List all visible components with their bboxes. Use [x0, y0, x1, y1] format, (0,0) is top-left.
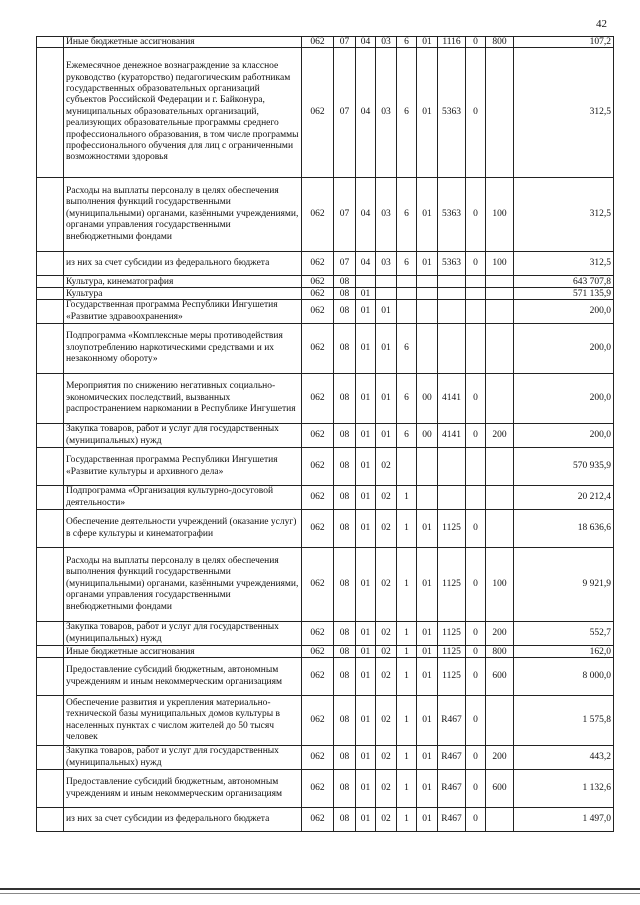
code-cell: 08 — [334, 746, 356, 770]
description-cell: из них за счет субсидии из федерального бюджета — [64, 252, 302, 276]
description-cell: Предоставление субсидий бюджетным, автономным учреждениям и иным некоммерческим организациям — [64, 658, 302, 696]
description-cell: Подпрограмма «Комплексные меры противодействия злоупотреблению наркотическими средствами и их незаконному обороту» — [64, 324, 302, 374]
scan-edge-line — [0, 888, 640, 890]
row-index-cell — [37, 252, 64, 276]
code-cell: 062 — [302, 658, 334, 696]
code-cell: 062 — [302, 178, 334, 252]
table-row — [37, 37, 614, 48]
code-cell: 5363 — [438, 178, 466, 252]
code-cell: 02 — [376, 808, 397, 832]
row-index-cell — [37, 288, 64, 300]
code-cell: 03 — [376, 48, 397, 178]
code-cell: 6 — [397, 48, 417, 178]
amount-cell: 200,0 — [514, 324, 614, 374]
table-row — [37, 252, 614, 276]
description-cell: Культура, кинематография — [64, 276, 302, 288]
amount-cell: 312,5 — [514, 252, 614, 276]
code-cell — [486, 288, 514, 300]
code-cell: 600 — [486, 658, 514, 696]
code-cell — [466, 324, 486, 374]
row-index-cell — [37, 48, 64, 178]
code-cell — [417, 486, 438, 510]
code-cell: 100 — [486, 178, 514, 252]
description-cell: Подпрограмма «Организация культурно-досуговой деятельности» — [64, 486, 302, 510]
code-cell: 01 — [356, 448, 376, 486]
code-cell: 4141 — [438, 374, 466, 424]
code-cell: 0 — [466, 178, 486, 252]
code-cell: 0 — [466, 622, 486, 646]
code-cell — [438, 288, 466, 300]
code-cell: 4141 — [438, 424, 466, 448]
code-cell — [376, 276, 397, 288]
code-cell: 08 — [334, 486, 356, 510]
row-index-cell — [37, 510, 64, 548]
code-cell: 01 — [417, 696, 438, 746]
code-cell: 01 — [356, 622, 376, 646]
code-cell: 0 — [466, 37, 486, 48]
description-cell: Государственная программа Республики Ингушетия «Развитие культуры и архивного дела» — [64, 448, 302, 486]
code-cell: 5363 — [438, 252, 466, 276]
row-index-cell — [37, 646, 64, 658]
code-cell: 08 — [334, 424, 356, 448]
amount-cell: 162,0 — [514, 646, 614, 658]
row-index-cell — [37, 486, 64, 510]
code-cell — [376, 288, 397, 300]
description-cell: Мероприятия по снижению негативных социально-экономических последствий, вызванных распространением наркомании в Республике Ингушетия — [64, 374, 302, 424]
amount-cell: 443,2 — [514, 746, 614, 770]
code-cell — [466, 276, 486, 288]
table-row — [37, 300, 614, 324]
code-cell: 01 — [417, 622, 438, 646]
row-index-cell — [37, 324, 64, 374]
code-cell — [438, 486, 466, 510]
code-cell: R467 — [438, 746, 466, 770]
code-cell: 04 — [356, 252, 376, 276]
code-cell: 02 — [376, 622, 397, 646]
code-cell: 01 — [356, 646, 376, 658]
code-cell: 1125 — [438, 548, 466, 622]
code-cell: 062 — [302, 300, 334, 324]
code-cell — [417, 288, 438, 300]
code-cell: 062 — [302, 37, 334, 48]
amount-cell: 200,0 — [514, 374, 614, 424]
amount-cell: 570 935,9 — [514, 448, 614, 486]
table-row — [37, 510, 614, 548]
code-cell: 01 — [376, 324, 397, 374]
code-cell: 1125 — [438, 658, 466, 696]
code-cell — [417, 300, 438, 324]
code-cell — [466, 486, 486, 510]
description-cell: Обеспечение деятельности учреждений (оказание услуг) в сфере культуры и кинематографии — [64, 510, 302, 548]
code-cell — [486, 486, 514, 510]
code-cell: 02 — [376, 646, 397, 658]
code-cell: 01 — [417, 808, 438, 832]
code-cell: 1 — [397, 622, 417, 646]
code-cell: 02 — [376, 510, 397, 548]
code-cell: 08 — [334, 448, 356, 486]
code-cell: 200 — [486, 424, 514, 448]
code-cell — [486, 374, 514, 424]
row-index-cell — [37, 448, 64, 486]
code-cell: 200 — [486, 622, 514, 646]
amount-cell: 18 636,6 — [514, 510, 614, 548]
code-cell: 6 — [397, 324, 417, 374]
code-cell: 01 — [356, 808, 376, 832]
code-cell: 062 — [302, 746, 334, 770]
code-cell — [438, 276, 466, 288]
code-cell: 02 — [376, 658, 397, 696]
code-cell: 062 — [302, 548, 334, 622]
table-row — [37, 622, 614, 646]
description-cell: из них за счет субсидии из федерального бюджета — [64, 808, 302, 832]
code-cell — [486, 324, 514, 374]
code-cell: 5363 — [438, 48, 466, 178]
code-cell: 01 — [417, 658, 438, 696]
code-cell — [397, 288, 417, 300]
code-cell: 01 — [417, 548, 438, 622]
code-cell: 08 — [334, 770, 356, 808]
code-cell: 00 — [417, 374, 438, 424]
code-cell: 1125 — [438, 510, 466, 548]
code-cell: 03 — [376, 178, 397, 252]
description-cell: Предоставление субсидий бюджетным, автономным учреждениям и иным некоммерческим организациям — [64, 770, 302, 808]
code-cell: 01 — [356, 770, 376, 808]
code-cell: 03 — [376, 252, 397, 276]
description-cell: Расходы на выплаты персоналу в целях обеспечения выполнения функций государственными (муниципальными) органами, казёнными учреждениями, органами управления государственными внебюджетными фондами — [64, 178, 302, 252]
code-cell: 6 — [397, 374, 417, 424]
description-cell: Иные бюджетные ассигнования — [64, 646, 302, 658]
code-cell: 01 — [417, 48, 438, 178]
code-cell: 01 — [356, 510, 376, 548]
code-cell: 0 — [466, 646, 486, 658]
code-cell — [397, 276, 417, 288]
code-cell: 08 — [334, 808, 356, 832]
code-cell: 062 — [302, 510, 334, 548]
code-cell: 08 — [334, 324, 356, 374]
row-index-cell — [37, 622, 64, 646]
scan-edge-line — [0, 893, 640, 894]
code-cell: 1 — [397, 696, 417, 746]
description-cell: Закупка товаров, работ и услуг для государственных (муниципальных) нужд — [64, 622, 302, 646]
row-index-cell — [37, 658, 64, 696]
code-cell: 1 — [397, 658, 417, 696]
description-cell: Ежемесячное денежное вознаграждение за классное руководство (кураторство) педагогическим работникам государственных образовательных организаций субъектов Российской Федерации и г. Байконура, муниципальных образовательных организаций, реализующих образовательные программы среднего профессионального образования, в том числе программы профессионального обучения для лиц с ограниченными возможностями здоровья — [64, 48, 302, 178]
code-cell: 062 — [302, 448, 334, 486]
table-row — [37, 178, 614, 252]
row-index-cell — [37, 548, 64, 622]
row-index-cell — [37, 374, 64, 424]
code-cell: 1 — [397, 486, 417, 510]
code-cell: 07 — [334, 48, 356, 178]
code-cell: 800 — [486, 37, 514, 48]
page-number: 42 — [596, 18, 607, 30]
row-index-cell — [37, 770, 64, 808]
code-cell: 08 — [334, 374, 356, 424]
table-row — [37, 276, 614, 288]
amount-cell: 312,5 — [514, 178, 614, 252]
code-cell: 08 — [334, 300, 356, 324]
code-cell: 00 — [417, 424, 438, 448]
code-cell: 0 — [466, 696, 486, 746]
code-cell: 01 — [356, 486, 376, 510]
code-cell: 08 — [334, 622, 356, 646]
table-row — [37, 424, 614, 448]
code-cell: 02 — [376, 486, 397, 510]
code-cell: 02 — [376, 746, 397, 770]
description-cell: Обеспечение развития и укрепления материально-технической базы муниципальных домов культуры в населенных пунктах с числом жителей до 50 тысяч человек — [64, 696, 302, 746]
code-cell: 08 — [334, 276, 356, 288]
amount-cell: 552,7 — [514, 622, 614, 646]
code-cell — [438, 448, 466, 486]
code-cell: 062 — [302, 424, 334, 448]
code-cell: 0 — [466, 746, 486, 770]
code-cell: 01 — [356, 548, 376, 622]
code-cell: 01 — [417, 178, 438, 252]
code-cell — [486, 808, 514, 832]
amount-cell: 200,0 — [514, 300, 614, 324]
code-cell: 1 — [397, 746, 417, 770]
code-cell: 1125 — [438, 622, 466, 646]
code-cell: 1 — [397, 510, 417, 548]
code-cell: 08 — [334, 696, 356, 746]
row-index-cell — [37, 808, 64, 832]
code-cell: 0 — [466, 48, 486, 178]
code-cell: 1 — [397, 548, 417, 622]
code-cell: 1 — [397, 646, 417, 658]
table-row — [37, 770, 614, 808]
code-cell: R467 — [438, 770, 466, 808]
table-row — [37, 646, 614, 658]
code-cell: 04 — [356, 37, 376, 48]
code-cell: 01 — [356, 746, 376, 770]
code-cell — [486, 510, 514, 548]
code-cell: 02 — [376, 548, 397, 622]
amount-cell: 1 132,6 — [514, 770, 614, 808]
code-cell: 08 — [334, 646, 356, 658]
code-cell: R467 — [438, 808, 466, 832]
code-cell: 062 — [302, 374, 334, 424]
code-cell — [466, 300, 486, 324]
code-cell: 07 — [334, 178, 356, 252]
table-row — [37, 696, 614, 746]
code-cell: 062 — [302, 324, 334, 374]
code-cell: 0 — [466, 374, 486, 424]
amount-cell: 20 212,4 — [514, 486, 614, 510]
code-cell: 02 — [376, 770, 397, 808]
code-cell: 062 — [302, 808, 334, 832]
code-cell: 02 — [376, 448, 397, 486]
code-cell: 062 — [302, 696, 334, 746]
code-cell: 04 — [356, 48, 376, 178]
description-cell: Государственная программа Республики Ингушетия «Развитие здравоохранения» — [64, 300, 302, 324]
code-cell: 062 — [302, 276, 334, 288]
table-row — [37, 48, 614, 178]
code-cell: 07 — [334, 37, 356, 48]
code-cell: 01 — [376, 300, 397, 324]
code-cell — [356, 276, 376, 288]
table-row — [37, 374, 614, 424]
code-cell — [397, 300, 417, 324]
code-cell — [397, 448, 417, 486]
code-cell: 1116 — [438, 37, 466, 48]
amount-cell: 571 135,9 — [514, 288, 614, 300]
code-cell — [417, 448, 438, 486]
code-cell: 1 — [397, 770, 417, 808]
code-cell: 08 — [334, 510, 356, 548]
code-cell: 07 — [334, 252, 356, 276]
code-cell: 200 — [486, 746, 514, 770]
code-cell: R467 — [438, 696, 466, 746]
code-cell: 062 — [302, 646, 334, 658]
code-cell — [486, 448, 514, 486]
code-cell: 0 — [466, 252, 486, 276]
code-cell: 800 — [486, 646, 514, 658]
row-index-cell — [37, 424, 64, 448]
amount-cell: 8 000,0 — [514, 658, 614, 696]
code-cell: 062 — [302, 48, 334, 178]
code-cell: 0 — [466, 658, 486, 696]
code-cell: 0 — [466, 770, 486, 808]
code-cell: 600 — [486, 770, 514, 808]
amount-cell: 312,5 — [514, 48, 614, 178]
amount-cell: 1 497,0 — [514, 808, 614, 832]
code-cell — [417, 276, 438, 288]
amount-cell: 107,2 — [514, 37, 614, 48]
amount-cell: 200,0 — [514, 424, 614, 448]
code-cell: 01 — [417, 510, 438, 548]
code-cell — [466, 288, 486, 300]
code-cell: 1125 — [438, 646, 466, 658]
row-index-cell — [37, 276, 64, 288]
amount-cell: 643 707,8 — [514, 276, 614, 288]
description-cell: Иные бюджетные ассигнования — [64, 37, 302, 48]
code-cell: 062 — [302, 622, 334, 646]
row-index-cell — [37, 37, 64, 48]
code-cell: 0 — [466, 548, 486, 622]
code-cell: 6 — [397, 252, 417, 276]
code-cell: 01 — [417, 770, 438, 808]
row-index-cell — [37, 696, 64, 746]
code-cell: 100 — [486, 548, 514, 622]
table-row — [37, 548, 614, 622]
code-cell — [486, 696, 514, 746]
code-cell — [466, 448, 486, 486]
code-cell: 6 — [397, 178, 417, 252]
code-cell: 02 — [376, 696, 397, 746]
code-cell: 062 — [302, 486, 334, 510]
table-row — [37, 808, 614, 832]
description-cell: Закупка товаров, работ и услуг для государственных (муниципальных) нужд — [64, 746, 302, 770]
code-cell: 01 — [356, 324, 376, 374]
code-cell — [486, 48, 514, 178]
code-cell: 08 — [334, 658, 356, 696]
code-cell: 0 — [466, 424, 486, 448]
code-cell: 01 — [356, 300, 376, 324]
code-cell: 01 — [417, 746, 438, 770]
table-body — [37, 37, 614, 832]
code-cell: 062 — [302, 770, 334, 808]
code-cell: 01 — [356, 696, 376, 746]
table-row — [37, 448, 614, 486]
table-row — [37, 486, 614, 510]
description-cell: Закупка товаров, работ и услуг для государственных (муниципальных) нужд — [64, 424, 302, 448]
code-cell: 03 — [376, 37, 397, 48]
code-cell: 01 — [417, 252, 438, 276]
row-index-cell — [37, 178, 64, 252]
budget-table — [36, 36, 614, 832]
code-cell: 01 — [356, 374, 376, 424]
code-cell: 100 — [486, 252, 514, 276]
code-cell: 01 — [417, 646, 438, 658]
table-row — [37, 658, 614, 696]
table-row — [37, 746, 614, 770]
code-cell — [486, 300, 514, 324]
code-cell — [417, 324, 438, 374]
amount-cell: 1 575,8 — [514, 696, 614, 746]
code-cell: 01 — [376, 424, 397, 448]
row-index-cell — [37, 746, 64, 770]
code-cell: 01 — [356, 288, 376, 300]
code-cell — [438, 324, 466, 374]
code-cell: 6 — [397, 424, 417, 448]
code-cell: 08 — [334, 288, 356, 300]
code-cell: 1 — [397, 808, 417, 832]
code-cell: 062 — [302, 252, 334, 276]
code-cell: 01 — [356, 424, 376, 448]
code-cell: 062 — [302, 288, 334, 300]
description-cell: Расходы на выплаты персоналу в целях обеспечения выполнения функций государственными (муниципальными) органами, казёнными учреждениями, органами управления государственными внебюджетными фондами — [64, 548, 302, 622]
code-cell: 01 — [376, 374, 397, 424]
code-cell: 0 — [466, 808, 486, 832]
code-cell: 01 — [417, 37, 438, 48]
code-cell: 6 — [397, 37, 417, 48]
code-cell: 04 — [356, 178, 376, 252]
amount-cell: 9 921,9 — [514, 548, 614, 622]
table-row — [37, 324, 614, 374]
code-cell: 08 — [334, 548, 356, 622]
code-cell: 01 — [356, 658, 376, 696]
row-index-cell — [37, 300, 64, 324]
code-cell — [438, 300, 466, 324]
description-cell: Культура — [64, 288, 302, 300]
code-cell — [486, 276, 514, 288]
code-cell: 0 — [466, 510, 486, 548]
table-row — [37, 288, 614, 300]
